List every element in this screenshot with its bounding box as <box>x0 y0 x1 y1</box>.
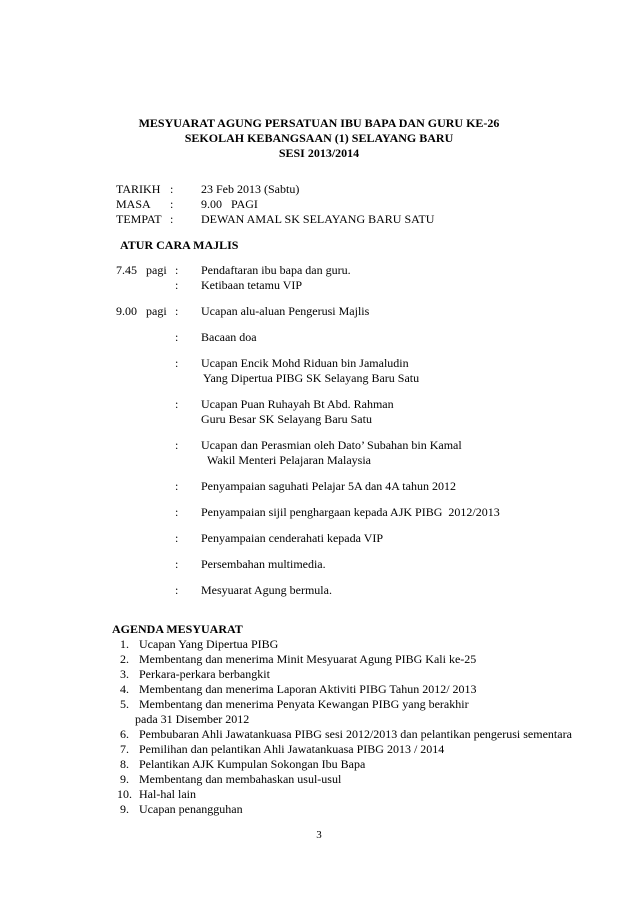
atur-cara-sep-5: : <box>175 397 179 411</box>
detail-label-masa: MASA <box>116 197 151 211</box>
detail-label-tarikh: TARIKH <box>116 182 161 196</box>
detail-value-masa: 9.00 PAGI <box>201 197 258 211</box>
atur-cara-item-6: Ucapan dan Perasmian oleh Dato’ Subahan bin Kamal <box>201 438 462 452</box>
agenda-item-4: Membentang dan menerima Penyata Kewangan PIBG yang berakhir <box>139 697 469 711</box>
atur-cara-item-0: Pendaftaran ibu bapa dan guru. <box>201 263 351 277</box>
agenda-num-10: 9. <box>120 802 129 816</box>
agenda-heading: AGENDA MESYUARAT <box>112 622 243 636</box>
atur-cara-item-1: Ketibaan tetamu VIP <box>201 278 303 292</box>
atur-cara-item-2: Ucapan alu-aluan Pengerusi Majlis <box>201 304 370 318</box>
agenda-num-9: 10. <box>117 787 132 801</box>
atur-cara-item-5-line2: Guru Besar SK Selayang Baru Satu <box>201 412 372 426</box>
atur-cara-sep-2: : <box>175 304 179 318</box>
agenda-num-2: 3. <box>120 667 129 681</box>
atur-cara-item-8: Penyampaian sijil penghargaan kepada AJK PIBG 2012/2013 <box>201 505 500 519</box>
atur-cara-heading: ATUR CARA MAJLIS <box>120 238 239 252</box>
detail-sep-tempat: : <box>170 212 174 226</box>
atur-cara-item-10: Persembahan multimedia. <box>201 557 326 571</box>
atur-cara-item-4-line2: Yang Dipertua PIBG SK Selayang Baru Satu <box>203 371 420 385</box>
page-number: 3 <box>316 829 322 841</box>
atur-cara-sep-10: : <box>175 557 179 571</box>
agenda-item-6: Pemilihan dan pelantikan Ahli Jawatankuasa PIBG 2013 / 2014 <box>139 742 445 756</box>
agenda-item-2: Perkara-perkara berbangkit <box>139 667 270 681</box>
detail-value-tarikh: 23 Feb 2013 (Sabtu) <box>201 182 300 196</box>
atur-cara-sep-6: : <box>175 438 179 452</box>
atur-cara-sep-7: : <box>175 479 179 493</box>
atur-cara-time-2: 9.00 pagi <box>116 304 167 318</box>
atur-cara-sep-8: : <box>175 505 179 519</box>
agenda-num-8: 9. <box>120 772 129 786</box>
detail-sep-masa: : <box>170 197 174 211</box>
atur-cara-sep-4: : <box>175 356 179 370</box>
agenda-item-7: Pelantikan AJK Kumpulan Sokongan Ibu Bapa <box>139 757 366 771</box>
doc-title: MESYUARAT AGUNG PERSATUAN IBU BAPA DAN GURU KE-26 <box>138 116 500 130</box>
atur-cara-item-11: Mesyuarat Agung bermula. <box>201 583 332 597</box>
atur-cara-item-4: Ucapan Encik Mohd Riduan bin Jamaludin <box>201 356 409 370</box>
agenda-item-9: Hal-hal lain <box>139 787 196 801</box>
agenda-num-0: 1. <box>120 637 129 651</box>
atur-cara-item-9: Penyampaian cenderahati kepada VIP <box>201 531 384 545</box>
agenda-item-10: Ucapan penangguhan <box>139 802 243 816</box>
agenda-num-3: 4. <box>120 682 129 696</box>
atur-cara-item-7: Penyampaian saguhati Pelajar 5A dan 4A tahun 2012 <box>201 479 456 493</box>
agenda-num-5: 6. <box>120 727 129 741</box>
atur-cara-time-0: 7.45 pagi <box>116 263 167 277</box>
atur-cara-sep-1: : <box>175 278 179 292</box>
agenda-num-4: 5. <box>120 697 129 711</box>
agenda-item-1: Membentang dan menerima Minit Mesyuarat Agung PIBG Kali ke-25 <box>139 652 477 666</box>
agenda-item-0: Ucapan Yang Dipertua PIBG <box>139 637 279 651</box>
agenda-item-5: Pembubaran Ahli Jawatankuasa PIBG sesi 2012/2013 dan pelantikan pengerusi sementara <box>139 727 572 741</box>
school-name: SEKOLAH KEBANGSAAN (1) SELAYANG BARU <box>184 131 454 145</box>
detail-sep-tarikh: : <box>170 182 174 196</box>
atur-cara-sep-0: : <box>175 263 179 277</box>
atur-cara-item-3: Bacaan doa <box>201 330 257 344</box>
agenda-item-4-line2: pada 31 Disember 2012 <box>135 712 250 726</box>
atur-cara-item-6-line2: Wakil Menteri Pelajaran Malaysia <box>207 453 371 467</box>
agenda-num-7: 8. <box>120 757 129 771</box>
atur-cara-sep-9: : <box>175 531 179 545</box>
detail-value-tempat: DEWAN AMAL SK SELAYANG BARU SATU <box>201 212 435 226</box>
agenda-item-8: Membentang dan membahaskan usul-usul <box>139 772 342 786</box>
atur-cara-sep-11: : <box>175 583 179 597</box>
agenda-num-6: 7. <box>120 742 129 756</box>
session-label: SESI 2013/2014 <box>278 146 360 160</box>
atur-cara-item-5: Ucapan Puan Ruhayah Bt Abd. Rahman <box>201 397 394 411</box>
agenda-num-1: 2. <box>120 652 129 666</box>
atur-cara-sep-3: : <box>175 330 179 344</box>
detail-label-tempat: TEMPAT <box>116 212 162 226</box>
agenda-item-3: Membentang dan menerima Laporan Aktiviti PIBG Tahun 2012/ 2013 <box>139 682 477 696</box>
